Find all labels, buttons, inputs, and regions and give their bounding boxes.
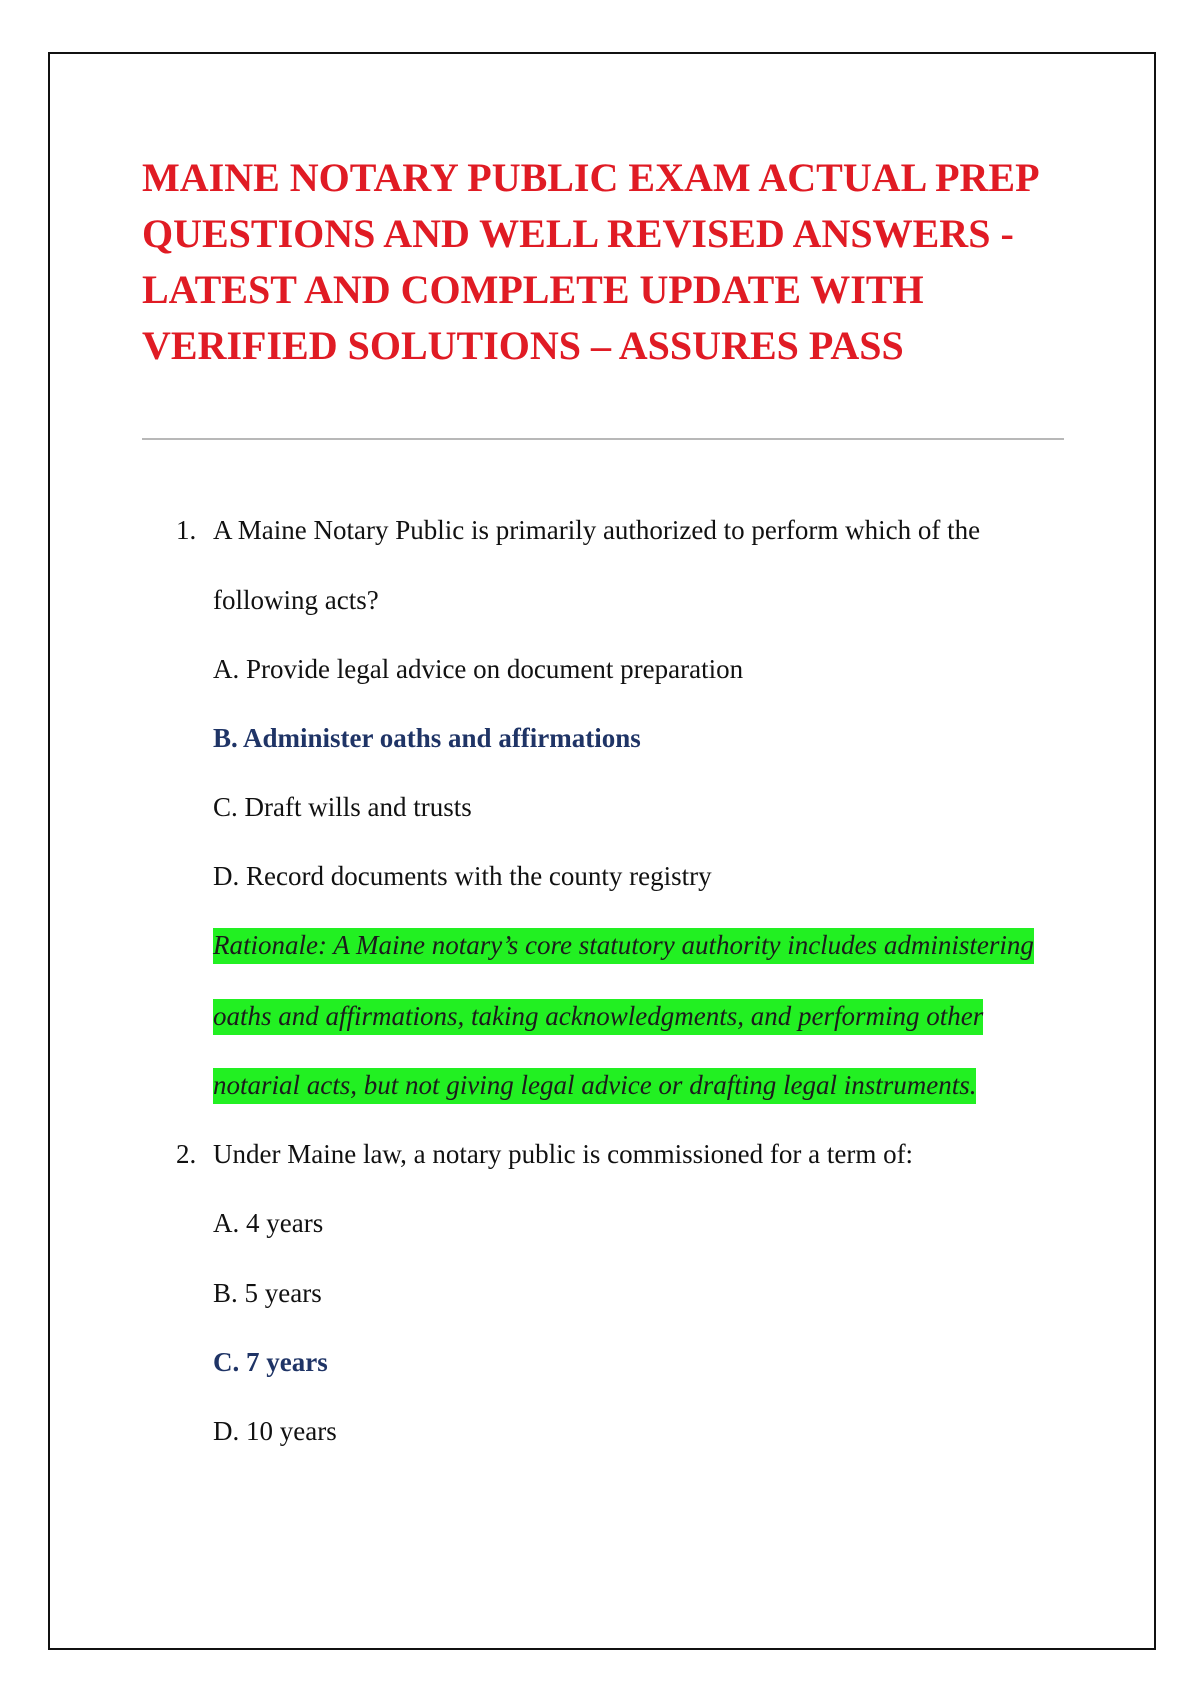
rationale-line: [213, 999, 983, 1033]
title-line: VERIFIED SOLUTIONS – ASSURES PASS: [142, 323, 904, 368]
option-c-correct-answer: C. 7 years: [213, 1347, 328, 1377]
option-b: B. 5 years: [213, 1278, 322, 1308]
document-title: [142, 150, 1102, 374]
question-text: A Maine Notary Public is primarily authorized to perform which of the: [213, 515, 981, 545]
title-line: LATEST AND COMPLETE UPDATE WITH: [142, 267, 924, 312]
question-text: following acts?: [213, 585, 379, 615]
title-line: QUESTIONS AND WELL REVISED ANSWERS -: [142, 211, 1014, 256]
option-a: A. 4 years: [213, 1208, 324, 1238]
question-number: 1.: [176, 515, 197, 545]
question-text: Under Maine law, a notary public is commissioned for a term of:: [213, 1139, 914, 1169]
option-d: D. Record documents with the county registry: [213, 861, 712, 891]
option-d: D. 10 years: [213, 1416, 337, 1446]
question-number: 2.: [176, 1139, 197, 1169]
option-c: C. Draft wills and trusts: [213, 792, 472, 822]
horizontal-divider: [142, 438, 1064, 440]
rationale-highlight: notarial acts, but not giving legal advice or drafting legal instruments.: [213, 1068, 976, 1104]
rationale-highlight: Rationale: A Maine notary’s core statutory authority includes administering: [213, 928, 1034, 964]
rationale-line: [213, 928, 1034, 962]
rationale-line: [213, 1068, 976, 1102]
option-b-correct-answer: B. Administer oaths and affirmations: [213, 723, 641, 753]
rationale-highlight: oaths and affirmations, taking acknowledgments, and performing other: [213, 999, 983, 1035]
title-line: MAINE NOTARY PUBLIC EXAM ACTUAL PREP: [142, 155, 1040, 200]
option-a: A. Provide legal advice on document preparation: [213, 654, 744, 684]
